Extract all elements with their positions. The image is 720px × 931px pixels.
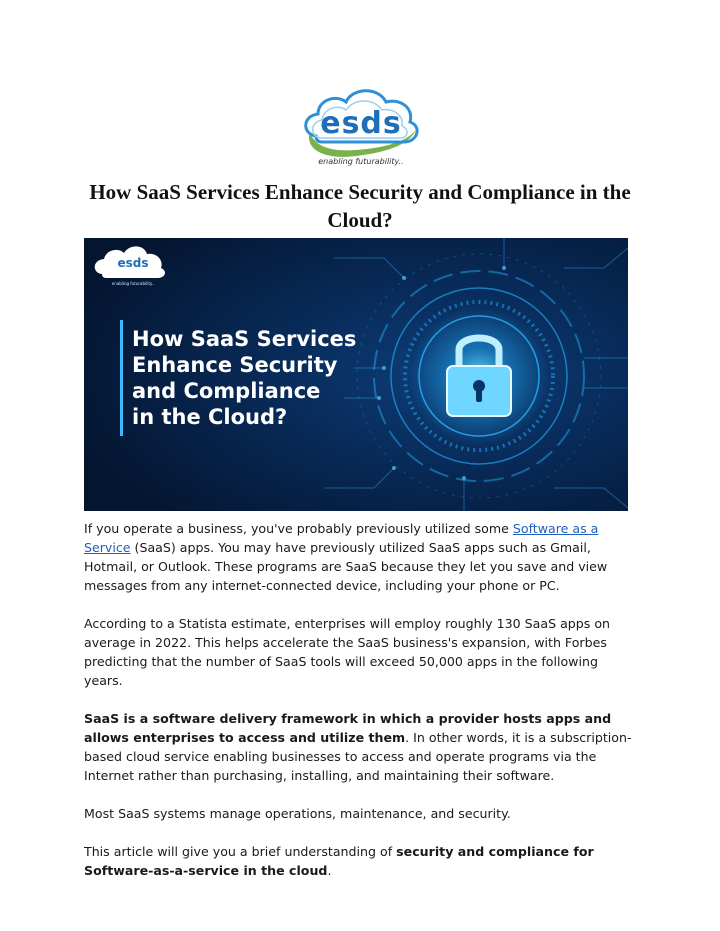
banner-logo-tagline: enabling futurability.. <box>111 281 155 286</box>
hero-banner <box>84 238 628 511</box>
text-span: (SaaS) apps. You may have previously utilized SaaS apps such as Gmail, Hotmail, or Outlook. These programs are SaaS because they let you save and view messages from any internet-connected device, including your phone or PC. <box>84 540 608 593</box>
logo-brand-text: esds <box>320 106 402 141</box>
text-span: This article will give you a brief understanding of <box>84 844 397 859</box>
paragraph-operations: Most SaaS systems manage operations, maintenance, and security. <box>84 806 511 821</box>
bold-text: SaaS is a software delivery framework in which a provider hosts apps and allows enterprises to access and utilize them <box>84 711 612 745</box>
banner-headline-line: in the Cloud? <box>132 405 288 429</box>
logo-tagline: enabling futurability.. <box>318 157 404 166</box>
paragraph-intro <box>84 519 636 595</box>
article-body <box>84 519 636 899</box>
paragraph-statista: According to a Statista estimate, enterprises will employ roughly 130 SaaS apps on average in 2022. This helps accelerate the SaaS business's expansion, with Forbes predicting that the number of SaaS tools will exceed 50,000 apps in the following years. <box>84 616 611 688</box>
text-span: If you operate a business, you've probably previously utilized some <box>84 521 513 536</box>
banner-headline-line: Enhance Security <box>132 353 338 377</box>
text-span: . <box>327 863 332 878</box>
paragraph-definition <box>84 709 636 785</box>
banner-headline-line: and Compliance <box>132 379 321 403</box>
article-title: How SaaS Services Enhance Security and Compliance in the Cloud? <box>89 180 631 232</box>
banner-headline-line: How SaaS Services <box>132 327 357 351</box>
paragraph-summary <box>84 842 636 880</box>
esds-logo <box>296 80 426 172</box>
bold-text: security and compliance for Software-as-a-service in the cloud <box>84 844 594 878</box>
banner-logo-text: esds <box>117 256 149 270</box>
banner-headline <box>132 326 356 430</box>
text-span: . In other words, it is a subscription-based cloud service enabling businesses to access and operate programs via the Internet rather than purchasing, installing, and maintaining their software. <box>84 730 632 783</box>
saas-link[interactable]: Software as a Service <box>84 521 599 555</box>
